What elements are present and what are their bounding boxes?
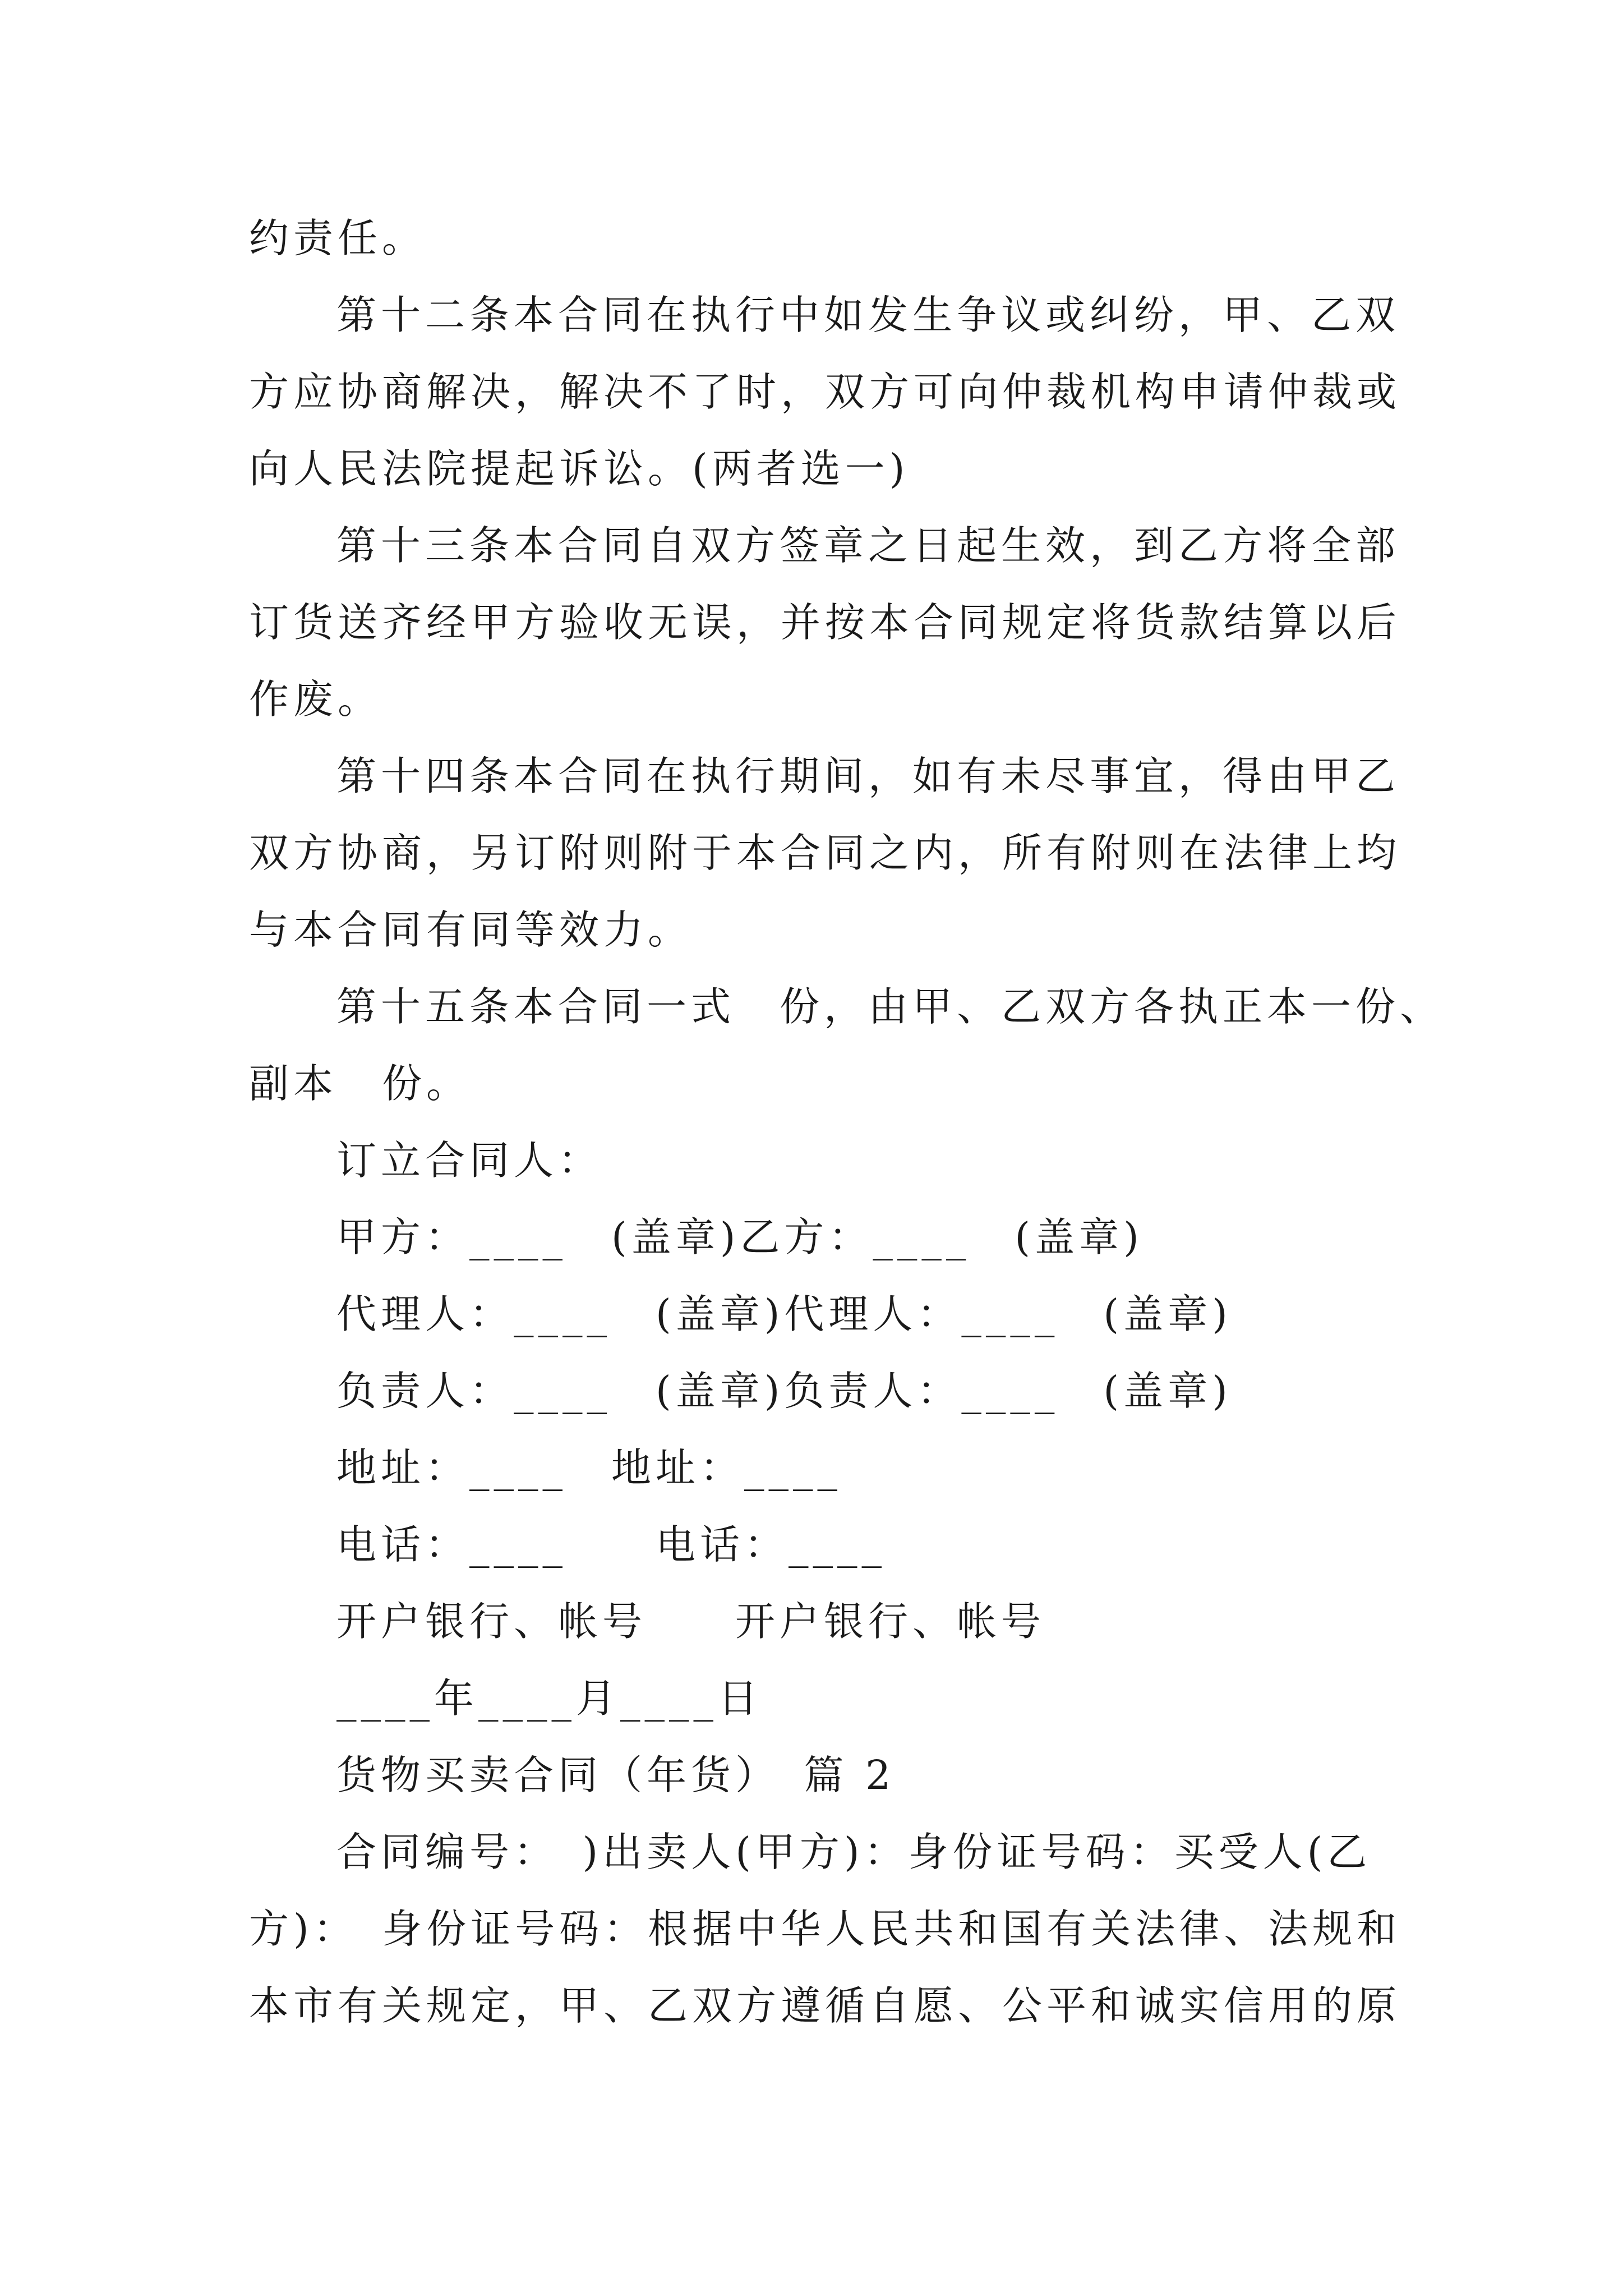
text-line: 电话：____ 电话：____ (336, 1521, 887, 1568)
text-line: 负责人：____ (盖章)负责人：____ (盖章) (336, 1368, 1232, 1414)
text-line: 货物买卖合同（年货） 篇 2 (336, 1752, 896, 1798)
text-line: 约责任。 (249, 215, 427, 261)
text-line: 第十五条本合同一式 份，由甲、乙双方各执正本一份、 (336, 983, 1445, 1030)
text-line: 作废。 (249, 676, 382, 723)
text-line: 与本合同有同等效力。 (249, 907, 693, 953)
text-line: 向人民法院提起诉讼。(两者选一) (249, 445, 910, 492)
text-line: 第十二条本合同在执行中如发生争议或纠纷，甲、乙双 (336, 292, 1400, 338)
text-line: 第十三条本合同自双方签章之日起生效，到乙方将全部 (336, 522, 1400, 569)
text-line: 第十四条本合同在执行期间，如有未尽事宜，得由甲乙 (336, 753, 1400, 799)
text-line: 双方协商，另订附则附于本合同之内，所有附则在法律上均 (249, 830, 1401, 876)
text-line: 开户银行、帐号 开户银行、帐号 (336, 1598, 1046, 1645)
text-line: 本市有关规定，甲、乙双方遵循自愿、公平和诚实信用的原 (249, 1982, 1401, 2029)
text-line: 合同编号： )出卖人(甲方)：身份证号码：买受人(乙 (336, 1829, 1372, 1875)
text-line: ____年____月____日 (336, 1675, 763, 1722)
text-line: 副本 份。 (249, 1060, 471, 1107)
text-line: 订立合同人： (336, 1137, 603, 1184)
text-line: 订货送齐经甲方验收无误，并按本合同规定将货款结算以后 (249, 599, 1401, 646)
text-line: 甲方：____ (盖章)乙方：____ (盖章) (336, 1214, 1144, 1260)
text-line: 地址：____ 地址：____ (336, 1444, 842, 1491)
text-line: 方应协商解决，解决不了时，双方可向仲裁机构申请仲裁或 (249, 369, 1401, 415)
text-line: 代理人：____ (盖章)代理人：____ (盖章) (336, 1291, 1232, 1337)
text-line: 方)： 身份证号码：根据中华人民共和国有关法律、法规和 (249, 1906, 1401, 1952)
